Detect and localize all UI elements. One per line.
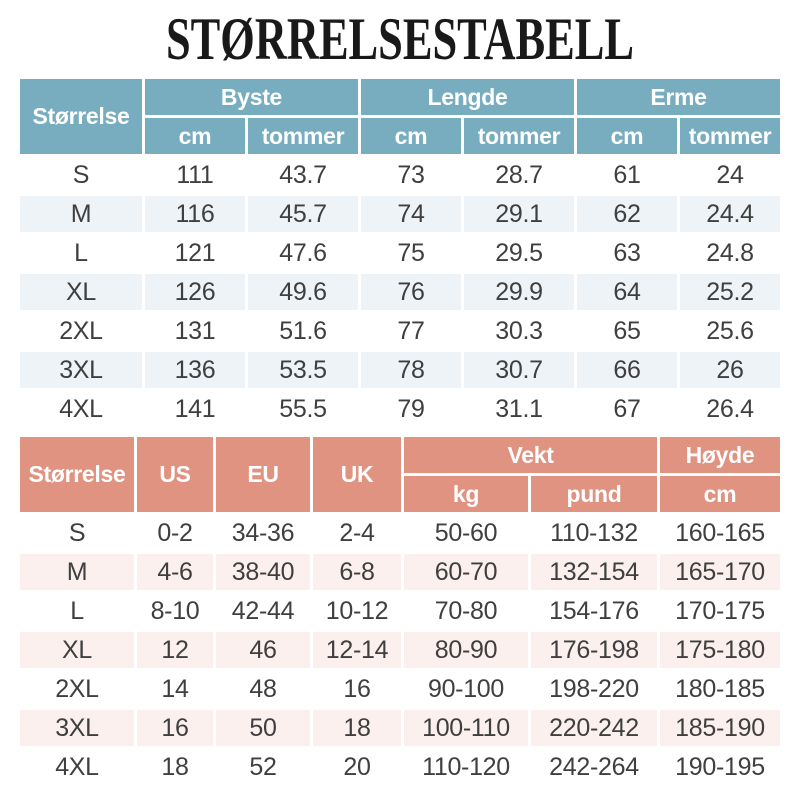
value-cell: 141 [174,394,216,423]
value-cell: 4-6 [137,554,213,590]
value-cell: 31.1 [495,394,543,423]
value-cell: 55.5 [279,394,327,423]
value-cell: 154-176 [549,596,639,625]
value-cell: 77 [397,316,425,345]
value-cell: 16 [137,710,213,746]
value-cell: 24.8 [706,238,754,267]
size-column-header: Størrelse [20,437,134,512]
value-cell: 160-165 [675,518,765,547]
value-cell: 190-195 [675,752,765,781]
size-cell: XL [20,632,134,668]
value-cell: 175-180 [660,632,780,668]
value-cell: 29.1 [464,196,574,232]
table-row [20,196,780,232]
measurements-table-body [20,157,780,427]
value-cell: 24.4 [680,196,780,232]
table-row [20,313,780,349]
value-cell: 25.2 [680,274,780,310]
size-cell: L [70,596,84,625]
value-cell: 170-175 [675,596,765,625]
value-cell: 20 [343,752,371,781]
size-cell: L [74,238,88,267]
value-cell: 242-264 [549,752,639,781]
value-cell: 50-60 [434,518,498,547]
unit-header: cm [660,476,780,512]
value-cell: 136 [145,352,245,388]
value-cell: 52 [249,752,277,781]
value-cell: 61 [613,160,641,189]
table-row [20,749,780,785]
size-cell: 2XL [55,674,99,703]
unit-header: cm [577,118,677,154]
table-row [20,274,780,310]
value-cell: 121 [174,238,216,267]
value-cell: 131 [174,316,216,345]
value-cell: 48 [249,674,277,703]
group-header-lengde: Lengde [361,79,574,115]
value-cell: 38-40 [216,554,310,590]
value-cell: 185-190 [660,710,780,746]
value-cell: 49.6 [248,274,358,310]
size-cell: 4XL [59,394,103,423]
value-cell: 8-10 [150,596,200,625]
value-cell: 80-90 [404,632,528,668]
table-row [20,515,780,551]
value-cell: 12-14 [313,632,401,668]
value-cell: 28.7 [495,160,543,189]
size-cell: M [20,196,142,232]
table-row [20,235,780,271]
value-cell: 60-70 [404,554,528,590]
size-table-international [17,434,783,788]
column-header-uk: UK [313,437,401,512]
size-cell: S [68,518,86,547]
value-cell: 76 [361,274,461,310]
value-cell: 6-8 [313,554,401,590]
value-cell: 12 [137,632,213,668]
size-cell: S [72,160,90,189]
table-row [20,391,780,427]
value-cell: 70-80 [434,596,498,625]
group-header-vekt: Vekt [404,437,657,473]
value-cell: 111 [176,160,214,189]
value-cell: 30.7 [464,352,574,388]
size-cell: XL [20,274,142,310]
unit-header: cm [361,118,461,154]
column-header-us: US [137,437,213,512]
table-row [20,710,780,746]
measurements-table-header [20,79,780,154]
value-cell: 24 [716,160,744,189]
page-title: STØRRELSESTABELL [165,6,635,72]
value-cell: 43.7 [279,160,327,189]
size-table-measurements [17,76,783,430]
table-row [20,352,780,388]
value-cell: 90-100 [427,674,505,703]
value-cell: 2-4 [339,518,375,547]
value-cell: 50 [216,710,310,746]
value-cell: 116 [145,196,245,232]
group-header-hoyde: Høyde [660,437,780,473]
value-cell: 42-44 [231,596,295,625]
value-cell: 165-170 [660,554,780,590]
value-cell: 45.7 [248,196,358,232]
size-cell: 4XL [55,752,99,781]
table-row [20,157,780,193]
value-cell: 47.6 [279,238,327,267]
size-cell: 2XL [59,316,103,345]
table-row [20,671,780,707]
value-cell: 26.4 [706,394,754,423]
size-cell: 3XL [20,710,134,746]
value-cell: 10-12 [325,596,389,625]
value-cell: 66 [577,352,677,388]
column-header-eu: EU [216,437,310,512]
value-cell: 14 [161,674,189,703]
value-cell: 25.6 [706,316,754,345]
group-header-byste: Byste [145,79,358,115]
value-cell: 34-36 [231,518,295,547]
value-cell: 67 [613,394,641,423]
value-cell: 198-220 [549,674,639,703]
value-cell: 110-120 [422,752,510,781]
unit-header: tommer [680,118,780,154]
value-cell: 78 [361,352,461,388]
value-cell: 110-132 [550,518,638,547]
table-row [20,632,780,668]
value-cell: 16 [343,674,371,703]
unit-header: tommer [248,118,358,154]
unit-header: kg [404,476,528,512]
table-row [20,593,780,629]
value-cell: 29.5 [495,238,543,267]
value-cell: 180-185 [675,674,765,703]
unit-header: tommer [464,118,574,154]
value-cell: 73 [397,160,425,189]
value-cell: 64 [577,274,677,310]
value-cell: 132-154 [531,554,657,590]
header-row-groups [20,437,780,473]
table-row [20,554,780,590]
value-cell: 62 [577,196,677,232]
international-table-header [20,437,780,512]
international-table-body [20,515,780,785]
value-cell: 51.6 [279,316,327,345]
value-cell: 18 [313,710,401,746]
size-column-header: Størrelse [20,79,142,154]
value-cell: 100-110 [404,710,528,746]
size-cell: M [20,554,134,590]
value-cell: 30.3 [495,316,543,345]
value-cell: 0-2 [157,518,193,547]
value-cell: 18 [161,752,189,781]
unit-header: cm [145,118,245,154]
value-cell: 79 [397,394,425,423]
value-cell: 46 [216,632,310,668]
size-cell: 3XL [20,352,142,388]
value-cell: 126 [145,274,245,310]
value-cell: 65 [613,316,641,345]
value-cell: 176-198 [531,632,657,668]
value-cell: 53.5 [248,352,358,388]
value-cell: 75 [397,238,425,267]
unit-header: pund [531,476,657,512]
value-cell: 63 [613,238,641,267]
value-cell: 29.9 [464,274,574,310]
header-row-groups [20,79,780,115]
value-cell: 26 [680,352,780,388]
value-cell: 220-242 [531,710,657,746]
value-cell: 74 [361,196,461,232]
group-header-erme: Erme [577,79,780,115]
